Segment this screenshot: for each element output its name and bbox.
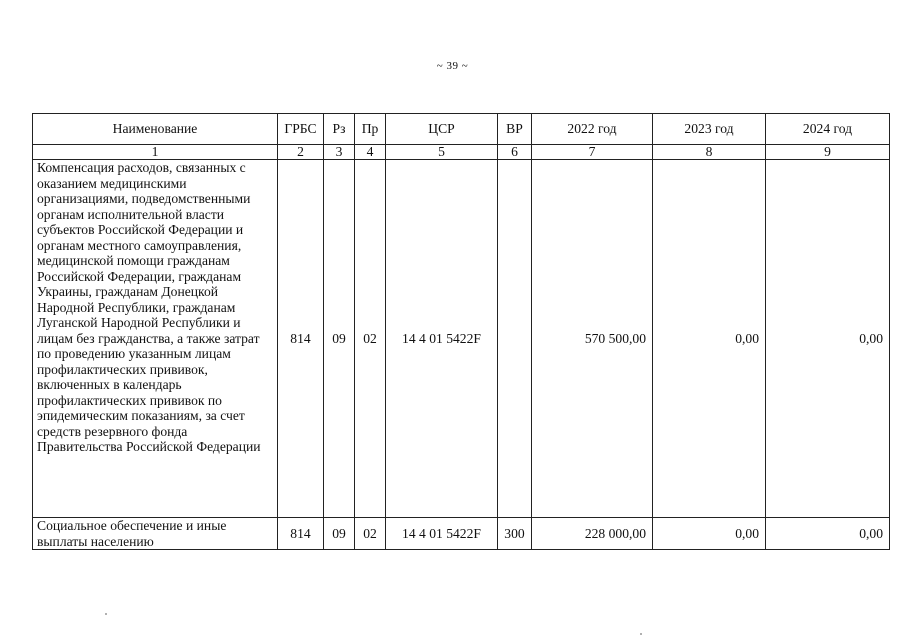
column-number-row (33, 145, 890, 160)
row-2024: 0,00 (766, 160, 890, 518)
header-csr: ЦСР (386, 114, 498, 145)
row-csr: 14 4 01 5422F (386, 518, 498, 550)
header-name: Наименование (33, 114, 278, 145)
column-number: 6 (498, 145, 532, 160)
row-pr: 02 (355, 518, 386, 550)
column-number: 7 (532, 145, 653, 160)
row-grbs: 814 (278, 518, 324, 550)
row-rz: 09 (324, 518, 355, 550)
row-2022: 228 000,00 (532, 518, 653, 550)
column-number: 9 (766, 145, 890, 160)
row-vr (498, 160, 532, 518)
scan-speck (640, 633, 642, 635)
table-row (33, 160, 890, 518)
header-2024: 2024 год (766, 114, 890, 145)
header-vr: ВР (498, 114, 532, 145)
page-number: ~ 39 ~ (436, 60, 469, 72)
row-name: Социальное обеспечение и иные выплаты населению (33, 518, 278, 550)
header-rz: Рз (324, 114, 355, 145)
column-number: 5 (386, 145, 498, 160)
column-number: 2 (278, 145, 324, 160)
row-2023: 0,00 (653, 518, 766, 550)
row-vr: 300 (498, 518, 532, 550)
budget-table (32, 113, 890, 550)
row-2022: 570 500,00 (532, 160, 653, 518)
row-2024: 0,00 (766, 518, 890, 550)
row-grbs: 814 (278, 160, 324, 518)
column-number: 8 (653, 145, 766, 160)
header-2023: 2023 год (653, 114, 766, 145)
row-rz: 09 (324, 160, 355, 518)
column-number: 1 (33, 145, 278, 160)
column-number: 4 (355, 145, 386, 160)
table-row (33, 518, 890, 550)
row-pr: 02 (355, 160, 386, 518)
header-pr: Пр (355, 114, 386, 145)
scan-speck (105, 613, 107, 615)
row-name: Компенсация расходов, связанных с оказанием медицинскими организациями, подведомственными органам исполнительной власти субъектов Российской Федерации и органам местного самоуправления, медицинской помощи гражданам Российской Федерации, гражданам Украины, гражданам Донецкой Народной Республики, гражданам Луганской Народной Республики и лицам без гражданства, а также затрат по проведению указанным лицам профилактических прививок, включенных в календарь профилактических прививок по эпидемическим показаниям, за счет средств резервного фонда Правительства Российской Федерации (33, 160, 278, 518)
header-grbs: ГРБС (278, 114, 324, 145)
row-csr: 14 4 01 5422F (386, 160, 498, 518)
table-header-row (33, 114, 890, 145)
row-2023: 0,00 (653, 160, 766, 518)
column-number: 3 (324, 145, 355, 160)
header-2022: 2022 год (532, 114, 653, 145)
